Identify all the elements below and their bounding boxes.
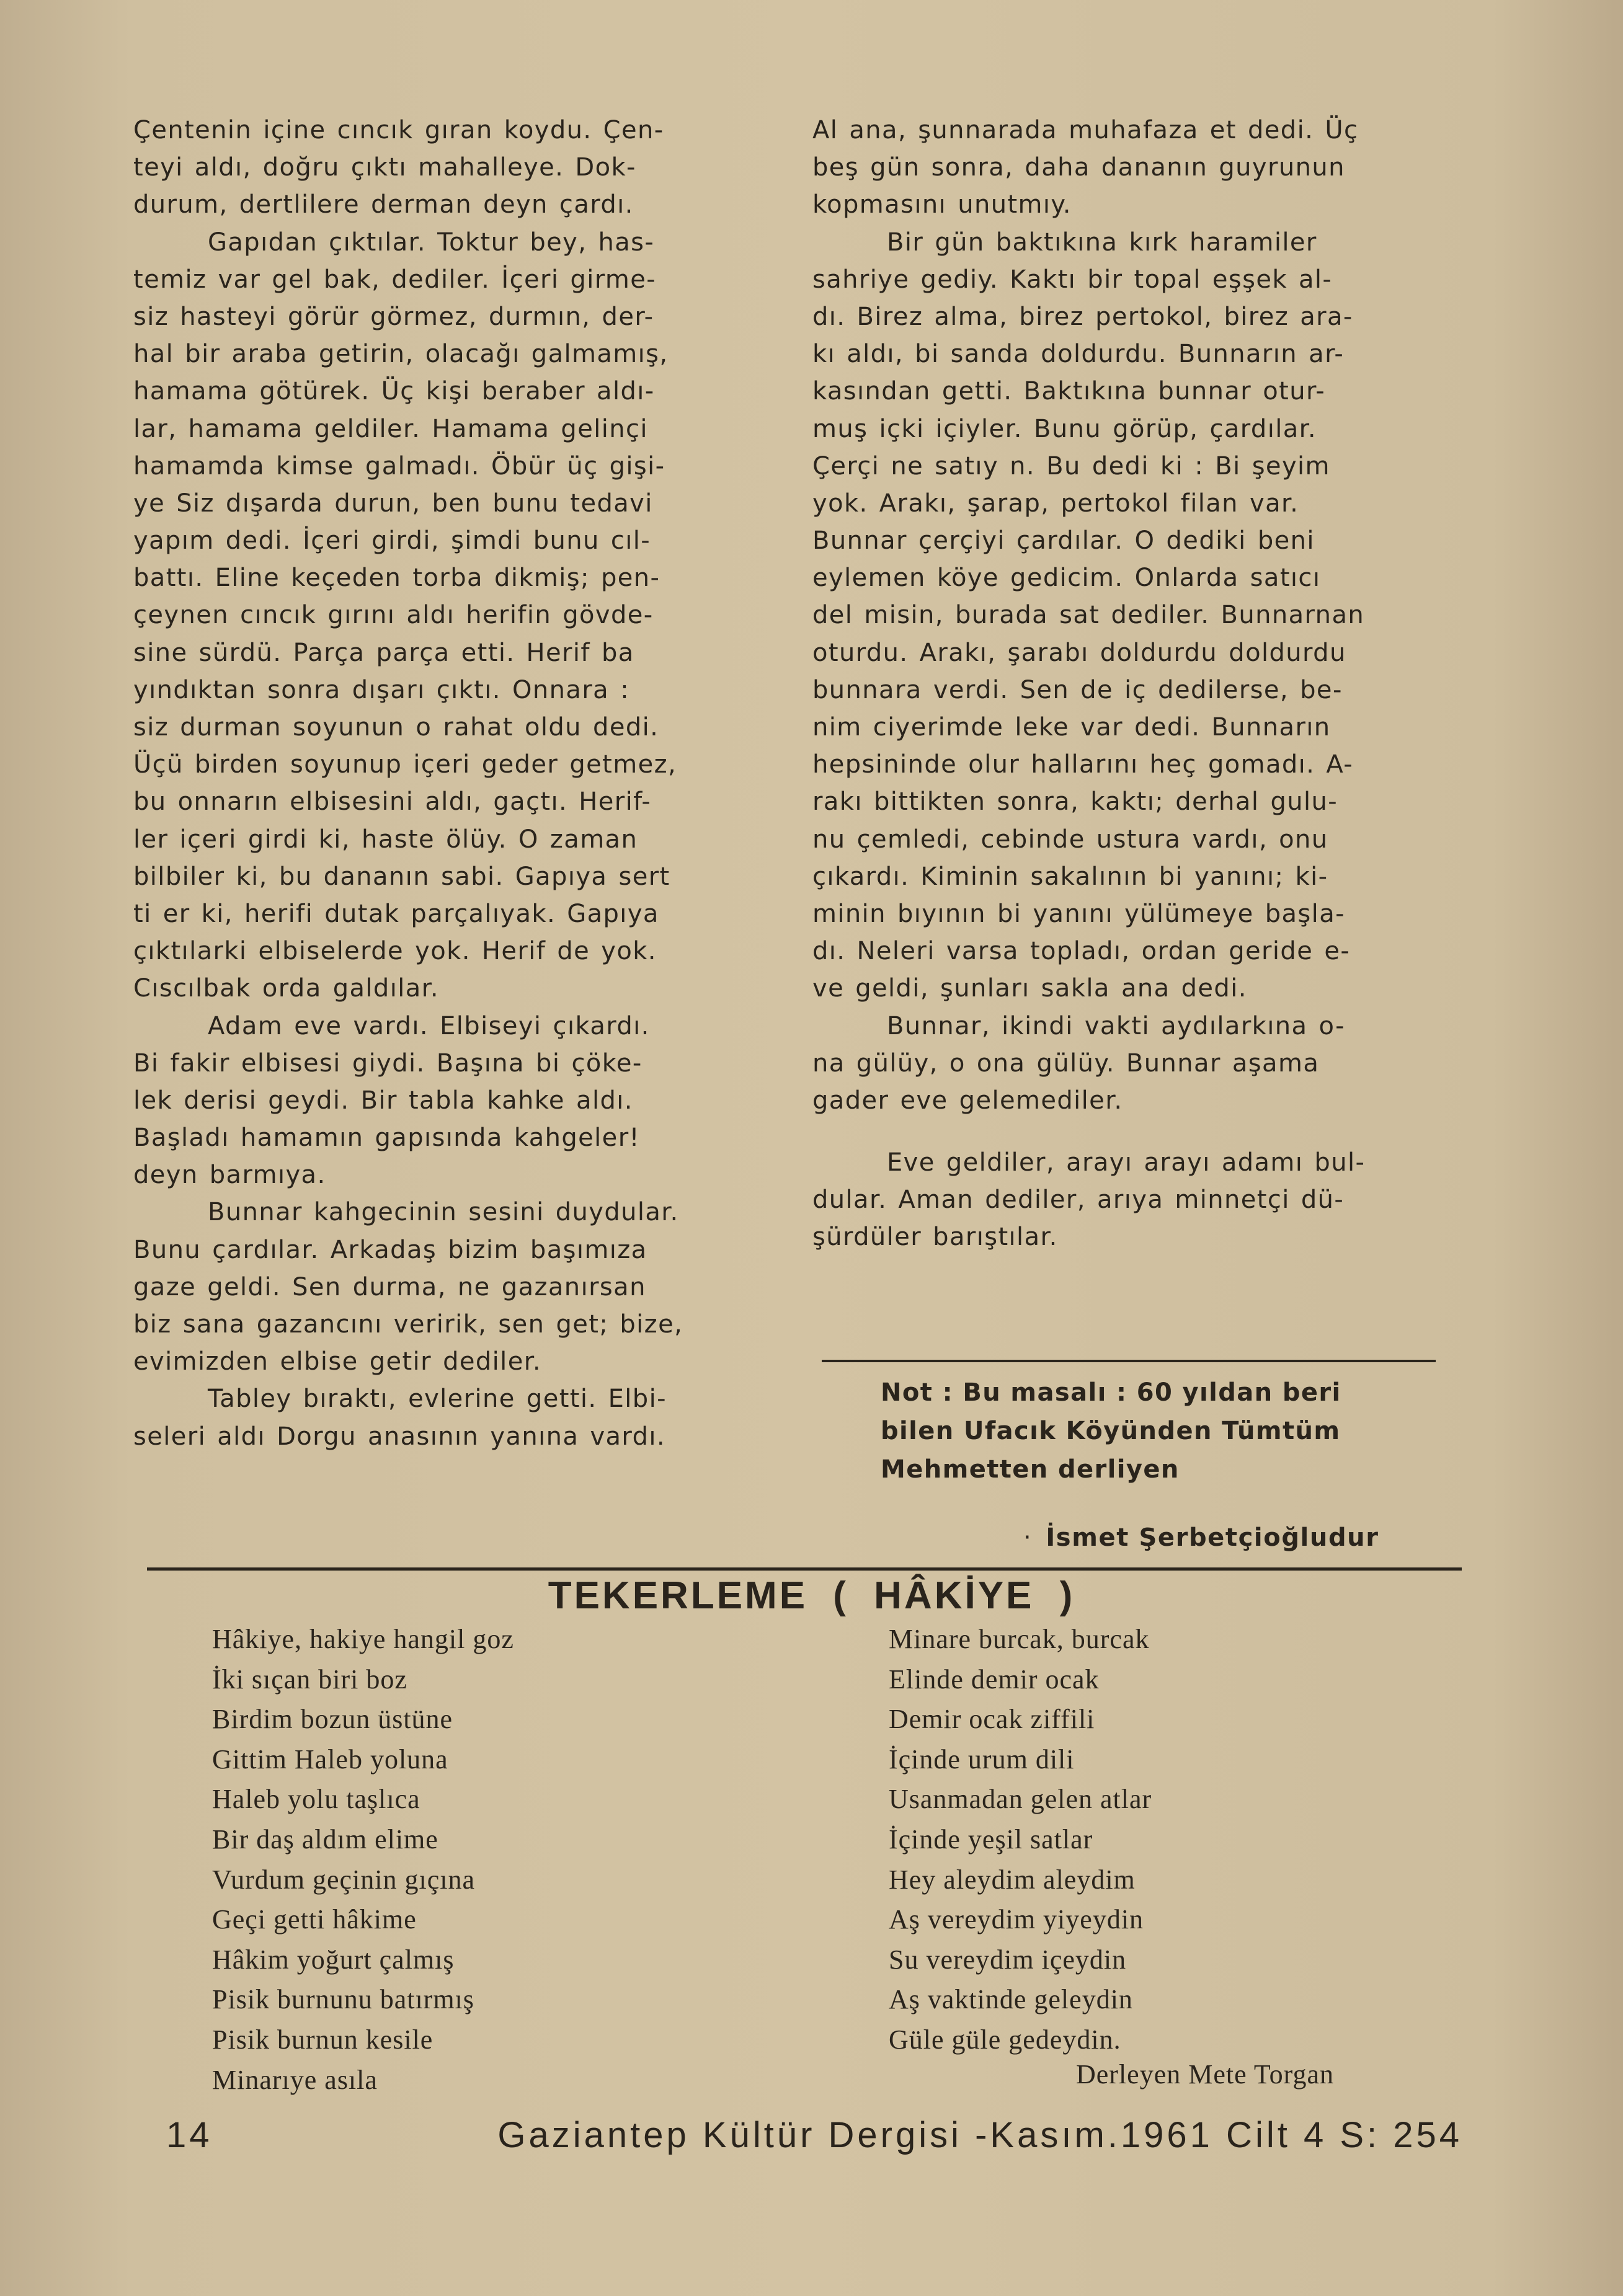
note-divider	[822, 1360, 1436, 1362]
text-line: gader eve gelemediler.	[812, 1086, 1123, 1115]
signature-mark: ·	[1023, 1523, 1033, 1552]
poem-line: Pisik burnunu batırmış	[212, 1984, 474, 2015]
poem-credit: Derleyen Mete Torgan	[1076, 2059, 1335, 2090]
poem-line: Gittim Haleb yoluna	[212, 1744, 448, 1775]
poem-line: Birdim bozun üstüne	[212, 1704, 453, 1735]
text-line: battı. Eline keçeden torba dikmiş; pen-	[133, 564, 660, 593]
text-line: siz durman soyunun o rahat oldu dedi.	[133, 713, 659, 742]
text-line: del misin, burada sat dediler. Bunnarnan	[812, 601, 1365, 630]
text-line: kasından getti. Baktıkına bunnar otur-	[812, 377, 1326, 406]
text-line: Eve geldiler, arayı arayı adamı bul-	[887, 1148, 1366, 1177]
article-right-column	[812, 112, 1470, 1256]
text-line: biz sana gazancını veririk, sen get; bize,	[133, 1310, 683, 1339]
text-line: bilbiler ki, bu dananın sabi. Gapıya sert	[133, 862, 670, 891]
text-line: Bunnar kahgecinin sesini duydular.	[208, 1198, 679, 1227]
note-line: bilen Ufacık Köyünden Tümtüm	[881, 1417, 1341, 1445]
text-line: oturdu. Arakı, şarabı doldurdu doldurdu	[812, 638, 1346, 667]
text-line: hamama götürek. Üç kişi beraber aldı-	[133, 377, 655, 406]
poem-line: Hâkim yoğurt çalmış	[212, 1944, 455, 1975]
text-line: Çerçi ne satıy n. Bu dedi ki : Bi şeyim	[812, 451, 1330, 481]
text-line: ve geldi, şunları sakla ana dedi.	[812, 974, 1247, 1003]
poem-line: Usanmadan gelen atlar	[889, 1784, 1152, 1815]
text-line: beş gün sonra, daha dananın guyrunun	[812, 153, 1345, 182]
text-line: Başladı hamamın gapısında kahgeler!	[133, 1124, 640, 1153]
text-line: lar, hamama geldiler. Hamama gelinçi	[133, 414, 648, 443]
poem-line: Aş vaktinde geleydin	[889, 1984, 1133, 2015]
text-line: Bir gün baktıkına kırk haramiler	[887, 228, 1317, 257]
text-line: eylemen köye gedicim. Onlarda satıcı	[812, 564, 1321, 593]
text-line: gaze geldi. Sen durma, ne gazanırsan	[133, 1272, 646, 1301]
text-line: evimizden elbise getir dediler.	[133, 1347, 541, 1376]
text-line: kı aldı, bi sanda doldurdu. Bunnarın ar-	[812, 340, 1345, 369]
text-line: Bunnar, ikindi vakti aydılarkına o-	[887, 1011, 1345, 1040]
text-line: Üçü birden soyunup içeri geder getmez,	[133, 750, 677, 779]
poem-line: Su vereydim içeydin	[889, 1944, 1127, 1975]
text-line: bunnara verdi. Sen de iç dedilerse, be-	[812, 675, 1343, 704]
note-line: Not : Bu masalı : 60 yıldan beri	[881, 1378, 1341, 1407]
note-line: Mehmetten derliyen	[881, 1455, 1180, 1484]
poem-line: Pisik burnun kesile	[212, 2024, 434, 2055]
text-line: çıktılarki elbiselerde yok. Herif de yok.	[133, 937, 657, 966]
poem-right-column	[889, 1620, 1152, 2060]
poem-line: Haleb yolu taşlıca	[212, 1784, 420, 1815]
poem-line: Minare burcak, burcak	[889, 1624, 1150, 1654]
text-line: nu çemledi, cebinde ustura vardı, onu	[812, 825, 1328, 854]
text-line: Bunnar çerçiyi çardılar. O dediki beni	[812, 526, 1315, 556]
text-line: hamamda kimse galmadı. Öbür üç gişi-	[133, 451, 665, 481]
poem-line: Elinde demir ocak	[889, 1664, 1100, 1695]
text-line: minin bıyının bi yanını yülümeye başla-	[812, 899, 1345, 928]
text-line: ti er ki, herifi dutak parçalıyak. Gapıya	[133, 899, 659, 928]
text-line: Bunu çardılar. Arkadaş bizim başımıza	[133, 1235, 647, 1264]
text-line: Cıscılbak orda galdılar.	[133, 974, 439, 1003]
poem-line: Demir ocak ziffili	[889, 1704, 1095, 1735]
text-line: Bi fakir elbisesi giydi. Başına bi çöke-	[133, 1048, 643, 1078]
text-line: yok. Arakı, şarap, pertokol filan var.	[812, 489, 1299, 518]
text-line: dular. Aman dediler, arıya minnetçi dü-	[812, 1186, 1345, 1215]
text-line: çeynen cıncık gırını aldı herifin gövde-	[133, 601, 654, 630]
poem-line: Vurdum geçinin gıçına	[212, 1864, 476, 1895]
poem-line: Hey aleydim aleydim	[889, 1864, 1136, 1895]
poem-line: İki sıçan biri boz	[212, 1664, 407, 1695]
text-line: dı. Neleri varsa topladı, ordan geride e-	[812, 937, 1351, 966]
text-line: ler içeri girdi ki, haste ölüy. O zaman	[133, 825, 638, 854]
text-line: Al ana, şunnarada muhafaza et dedi. Üç	[812, 116, 1359, 144]
text-line: hepsininde olur hallarını heç gomadı. A-	[812, 750, 1354, 779]
text-line: Tabley bıraktı, evlerine getti. Elbi-	[208, 1385, 667, 1414]
source-note	[881, 1373, 1439, 1489]
text-line: dı. Birez alma, birez pertokol, birez ara-	[812, 302, 1353, 331]
text-line: çıkardı. Kiminin sakalının bi yanını; ki-	[812, 862, 1328, 891]
article-left-column	[133, 112, 778, 1455]
text-line: Çentenin içine cıncık gıran koydu. Çen-	[133, 116, 664, 144]
text-line: sine sürdü. Parça parça etti. Herif ba	[133, 638, 634, 667]
poem-line: İçinde urum dili	[889, 1744, 1075, 1775]
poem-line: İçinde yeşil satlar	[889, 1824, 1093, 1855]
page-footer	[166, 2114, 1462, 2156]
text-line: rakı bittikten sonra, kaktı; derhal gulu-	[812, 787, 1338, 817]
text-line: temiz var gel bak, dediler. İçeri girme-	[133, 265, 657, 294]
text-line: Adam eve vardı. Elbiseyi çıkardı.	[208, 1011, 650, 1040]
text-line: deyn barmıya.	[133, 1161, 326, 1190]
author-name: İsmet Şerbetçioğludur	[1046, 1523, 1379, 1552]
text-line: şürdüler barıştılar.	[812, 1223, 1058, 1252]
text-line: ye Siz dışarda durun, ben bunu tedavi	[133, 489, 653, 518]
poem-line: Geçi getti hâkime	[212, 1904, 417, 1935]
text-line: hal bir araba getirin, olacağı galmamış,	[133, 340, 669, 369]
poem-line: Minarıye asıla	[212, 2064, 378, 2095]
text-line: durum, dertlilere derman deyn çardı.	[133, 190, 634, 219]
text-line: bu onnarın elbisesini aldı, gaçtı. Herif-	[133, 787, 652, 817]
poem-line: Güle güle gedeydin.	[889, 2024, 1121, 2055]
text-line: siz hasteyi görür görmez, durmın, der-	[133, 302, 654, 331]
section-divider	[147, 1567, 1462, 1571]
text-line: seleri aldı Dorgu anasının yanına vardı.	[133, 1422, 665, 1451]
text-line: yapım dedi. İçeri girdi, şimdi bunu cıl-	[133, 526, 651, 556]
text-line: kopmasını unutmıy.	[812, 190, 1072, 219]
poem-left-column	[212, 1620, 514, 2100]
text-line: teyi aldı, doğru çıktı mahalleye. Dok-	[133, 153, 636, 182]
poem-line: Aş vereydim yiyeydin	[889, 1904, 1144, 1935]
paragraph-spacer	[812, 1119, 1470, 1144]
text-line: nim ciyerimde leke var dedi. Bunnarın	[812, 713, 1331, 742]
text-line: yındıktan sonra dışarı çıktı. Onnara :	[133, 675, 630, 704]
text-line: lek derisi geydi. Bir tabla kahke aldı.	[133, 1086, 633, 1115]
text-line: muş içki içiyler. Bunu görüp, çardılar.	[812, 414, 1317, 443]
poem-line: Bir daş aldım elime	[212, 1824, 438, 1855]
poem-line: Hâkiye, hakiye hangil goz	[212, 1624, 514, 1654]
text-line: sahriye gediy. Kaktı bir topal eşşek al-	[812, 265, 1333, 294]
text-line: Gapıdan çıktılar. Toktur bey, has-	[208, 228, 655, 257]
text-line: na gülüy, o ona gülüy. Bunnar aşama	[812, 1048, 1320, 1078]
page-number: 14	[166, 2115, 213, 2155]
author-signature	[1023, 1523, 1379, 1552]
poem-title: TEKERLEME ( HÂKİYE )	[548, 1574, 1075, 1617]
journal-citation: Gaziantep Kültür Dergisi -Kasım.1961 Cilt 4 S: 254	[497, 2115, 1462, 2155]
